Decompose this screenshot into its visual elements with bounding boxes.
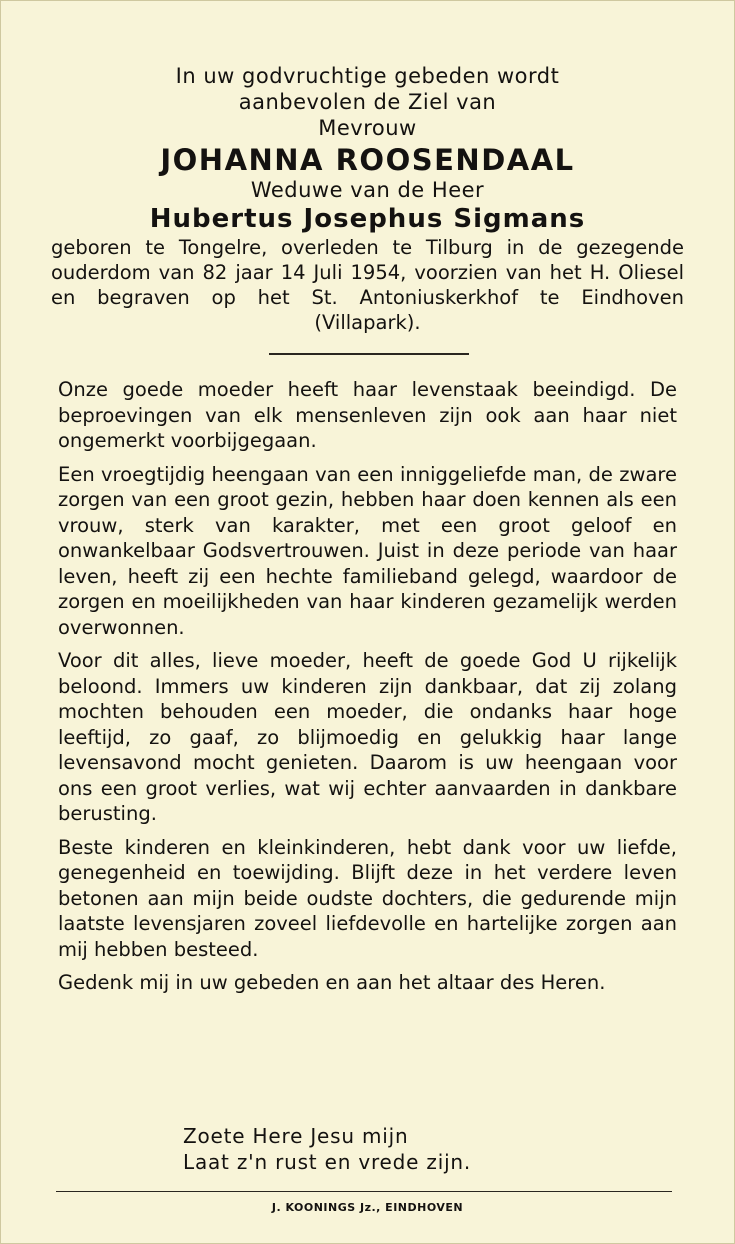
deceased-name: JOHANNA ROOSENDAAL [160,143,575,177]
header-divider [269,353,469,355]
husband-name: Hubertus Josephus Sigmans [149,204,586,234]
intro-line-2: aanbevolen de Ziel van [238,90,497,114]
footer-divider [56,1191,672,1192]
paragraph-3: Voor dit alles, lieve moeder, heeft de goede God U rijkelijk beloond. Immers uw kinderen zijn dankbaar, dat zij zolang mochten behouden een moeder, die ondanks haar hoge leeftijd, zo gaaf, zo blijmoedig en gelukkig haar lange levensavond mocht genieten. Daarom is uw heengaan voor ons een groot verlies, wat wij echter aanvaarden in dankbare berusting. [58,649,677,825]
title-mevrouw: Mevrouw [318,116,417,140]
widow-of-line: Weduwe van de Heer [250,178,485,202]
card-body [58,377,677,1004]
life-details: geboren te Tongelre, overleden te Tilburg in de gezegende ouderdom van 82 jaar 14 Juli 1954, voorzien van het H. Oliesel en begraven op het St. Antoniuskerkhof te Eindhoven (Villapark). [51,236,684,334]
prayer-line-1: Zoete Here Jesu mijn [183,1124,409,1148]
intro-line-1: In uw godvruchtige gebeden wordt [175,64,560,88]
paragraph-2: Een vroegtijdig heengaan van een inniggeliefde man, de zware zorgen van een groot gezin, hebben haar doen kennen als een vrouw, sterk van karakter, met een groot geloof en onwankelbaar Godsvertrouwen. Juist in deze periode van haar leven, heeft zij een hechte familieband gelegd, waardoor de zorgen en moeilijkheden van haar kinderen gezamelijk werden overwonnen. [58,462,677,639]
prayer-line-2: Laat z'n rust en vrede zijn. [183,1150,472,1174]
closing-prayer [183,1123,471,1175]
printer-credit: J. KOONINGS Jz., EINDHOVEN [271,1201,464,1214]
paragraph-5: Gedenk mij in uw gebeden en aan het altaar des Heren. [58,971,606,994]
card-header [41,63,694,335]
paragraph-4: Beste kinderen en kleinkinderen, hebt dank voor uw liefde, genegenheid en toewijding. Blijft deze in het verdere leven betonen aan mijn beide oudste dochters, die gedurende mijn laatste levensjaren zoveel liefdevolle en hartelijke zorgen aan mij hebben besteed. [58,835,677,961]
paragraph-1: Onze goede moeder heeft haar levenstaak beeindigd. De beproevingen van elk mensenleven zijn ook aan haar niet ongemerkt voorbijgegaan. [58,378,677,452]
